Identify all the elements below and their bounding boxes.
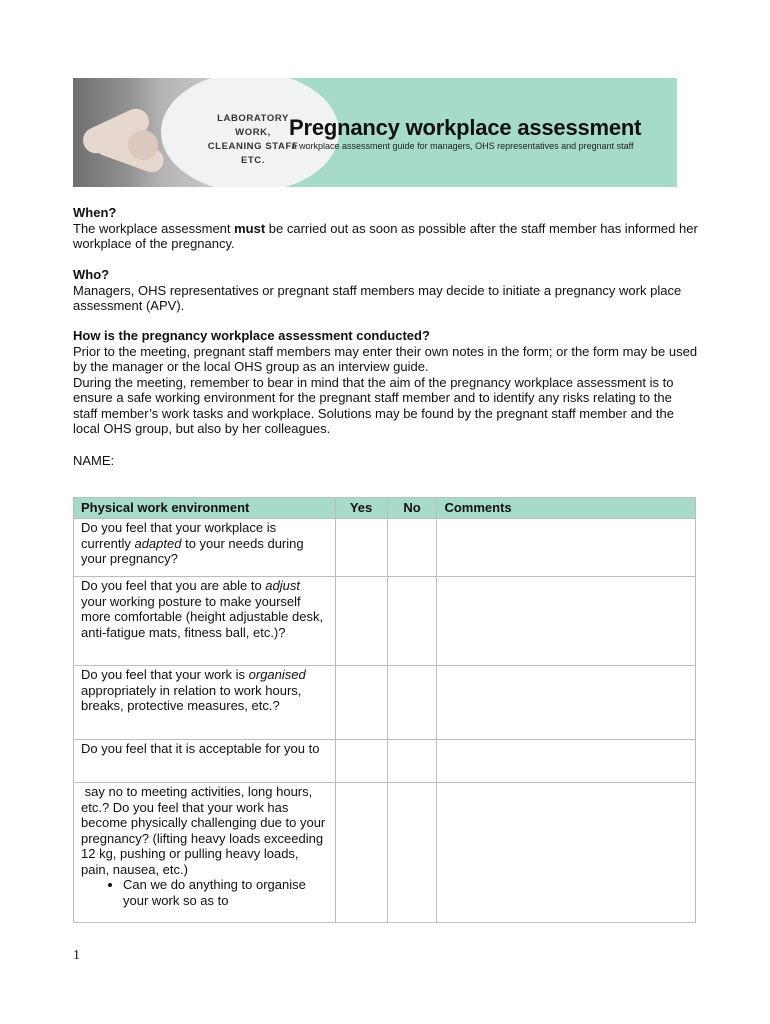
document-subtitle: - a workplace assessment guide for managers, OHS representatives and pregnant staff	[286, 141, 634, 151]
how-text-1: Prior to the meeting, pregnant staff members may enter their own notes in the form; or the form may be used by the manager or the local OHS group as an interview guide.	[73, 343, 698, 374]
page-number: 1	[73, 948, 80, 963]
who-heading: Who?	[73, 267, 110, 282]
question-cell: Do you feel that your work is organised appropriately in relation to work hours, breaks, protective measures, etc.?	[74, 666, 336, 740]
who-text: Managers, OHS representatives or pregnant staff members may decide to initiate a pregnancy work place assessment (APV).	[73, 282, 682, 313]
comments-cell[interactable]	[437, 740, 696, 783]
when-text: The workplace assessment must be carried out as soon as possible after the staff member has informed her workplace of the pregnancy.	[73, 220, 698, 251]
name-label: NAME:	[73, 453, 115, 468]
question-cell: Do you feel that it is acceptable for you to	[74, 740, 336, 783]
category-text: LABORATORY WORK, CLEANING STAFF ETC.	[207, 113, 299, 166]
document-title: Pregnancy workplace assessment	[289, 115, 642, 140]
yes-cell[interactable]	[335, 519, 387, 577]
no-cell[interactable]	[387, 577, 437, 666]
no-cell[interactable]	[387, 740, 437, 783]
table-row	[74, 666, 696, 740]
header-yes: Yes	[335, 498, 387, 519]
table-row	[74, 519, 696, 577]
comments-cell[interactable]	[437, 577, 696, 666]
header-physical-work-environment: Physical work environment	[74, 498, 336, 519]
header-banner	[73, 78, 677, 187]
no-cell[interactable]	[387, 783, 437, 923]
question-cell	[74, 783, 336, 923]
bullet-item: • Can we do anything to organise your work so as to	[123, 877, 328, 908]
question-cell: Do you feel that your workplace is currently adapted to your needs during your pregnancy?	[74, 519, 336, 577]
yes-cell[interactable]	[335, 740, 387, 783]
how-section	[73, 328, 698, 437]
when-heading: When?	[73, 205, 117, 220]
assessment-table	[73, 497, 696, 923]
who-section	[73, 267, 698, 314]
when-section	[73, 205, 698, 252]
table-row	[74, 783, 696, 923]
how-heading: How is the pregnancy workplace assessment conducted?	[73, 328, 430, 343]
question-cell: Do you feel that you are able to adjust your working posture to make yourself more comfortable (height adjustable desk, anti-fatigue mats, fitness ball, etc.)?	[74, 577, 336, 666]
question-bullets	[81, 877, 328, 908]
comments-cell[interactable]	[437, 519, 696, 577]
table-header-row	[74, 498, 696, 519]
header-no: No	[387, 498, 437, 519]
question-text: say no to meeting activities, long hours, etc.? Do you feel that your work has become physically challenging due to your pregnancy? (lifting heavy loads exceeding 12 kg, pushing or pulling heavy loads, pain, nausea, etc.)	[81, 784, 329, 877]
table-row	[74, 577, 696, 666]
no-cell[interactable]	[387, 666, 437, 740]
header-comments: Comments	[437, 498, 696, 519]
how-text-2: During the meeting, remember to bear in mind that the aim of the pregnancy workplace assessment is to ensure a safe working environment for the pregnant staff member and to identify any risks relating to the staff member’s work tasks and workplace. Solutions may be found by the pregnant staff member and the local OHS group, but also by her colleagues.	[73, 374, 674, 436]
comments-cell[interactable]	[437, 783, 696, 923]
comments-cell[interactable]	[437, 666, 696, 740]
yes-cell[interactable]	[335, 577, 387, 666]
yes-cell[interactable]	[335, 783, 387, 923]
yes-cell[interactable]	[335, 666, 387, 740]
table-row	[74, 740, 696, 783]
no-cell[interactable]	[387, 519, 437, 577]
